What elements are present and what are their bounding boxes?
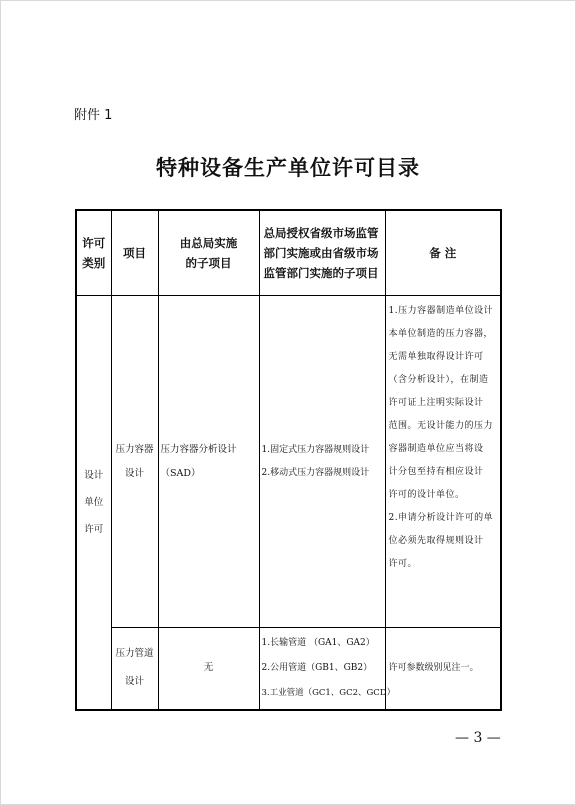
hq-sub-cell [158,296,259,628]
item-cell [111,296,158,628]
header-item: 项目 [111,210,158,296]
header-provincial-line: 总局授权省级市场监管 [263,226,379,240]
header-remarks: 备 注 [385,210,501,296]
hq-sub-line: 压力容器分析设计 [160,443,237,455]
remarks-line: 2.申请分析设计许可的单 [388,513,494,523]
provincial-line: 1.长输管道 （GA1、GA2） [261,637,375,648]
remarks-line: 许可参数级别见注一。 [388,663,479,674]
remarks-line: 范围。无设计能力的压力 [388,421,494,431]
remarks-line: 许可证上注明实际设计 [388,398,484,408]
remarks-line: 计分包至持有相应设计 [388,467,484,477]
category-line: 单位 [84,496,104,508]
category-cell [76,296,111,710]
header-category-line: 许可 [82,236,106,250]
remarks-line: （含分析设计），在制造 [388,375,489,385]
header-category-line: 类别 [82,256,106,270]
hq-sub-line: 无 [203,662,214,674]
page-number: — 3 — [455,730,501,746]
header-provincial-line: 监管部门实施的子项目 [263,266,379,280]
header-hq-sub [158,210,259,296]
provincial-line: 3.工业管道（GC1、GC2、GCD） [261,687,396,698]
remarks-line: 容器制造单位应当将设 [388,444,484,454]
provincial-line: 2.公用管道（GB1、GB2） [261,662,373,673]
header-hq-sub-line: 由总局实施 [179,236,238,250]
remarks-line: 无需单独取得设计许可 [388,352,484,362]
header-category [76,210,111,296]
category-line: 设计 [84,469,104,481]
remarks-cell [385,628,501,710]
remarks-cell [385,296,501,628]
header-provincial-sub [259,210,385,296]
permit-catalog-table [75,209,502,711]
remarks-line: 许可。 [388,559,418,569]
item-cell [111,628,158,710]
provincial-sub-cell [259,296,385,628]
item-line: 压力容器 [115,443,154,455]
table-row [76,628,501,710]
hq-sub-cell [158,628,259,710]
remarks-line: 本单位制造的压力容器， [388,329,494,339]
item-line: 设计 [124,676,144,688]
table-header-row [76,210,501,296]
item-line: 压力管道 [115,648,154,660]
provincial-line: 2.移动式压力容器规则设计 [261,467,370,478]
attachment-label: 附件 1 [74,108,113,123]
provincial-sub-cell [259,628,396,710]
provincial-line: 1.固定式压力容器规则设计 [261,444,370,455]
header-provincial-line: 部门实施或由省级市场 [263,246,379,260]
remarks-line: 位必须先取得规则设计 [388,536,484,546]
item-line: 设计 [124,467,144,479]
remarks-line: 许可的设计单位。 [388,490,465,500]
table-row [76,296,501,628]
remarks-line: 1.压力容器制造单位设计 [388,306,494,316]
header-hq-sub-line: 的子项目 [185,256,232,270]
document-title: 特种设备生产单位许可目录 [156,155,420,180]
hq-sub-line: （SAD） [160,467,201,479]
category-line: 许可 [84,523,104,535]
